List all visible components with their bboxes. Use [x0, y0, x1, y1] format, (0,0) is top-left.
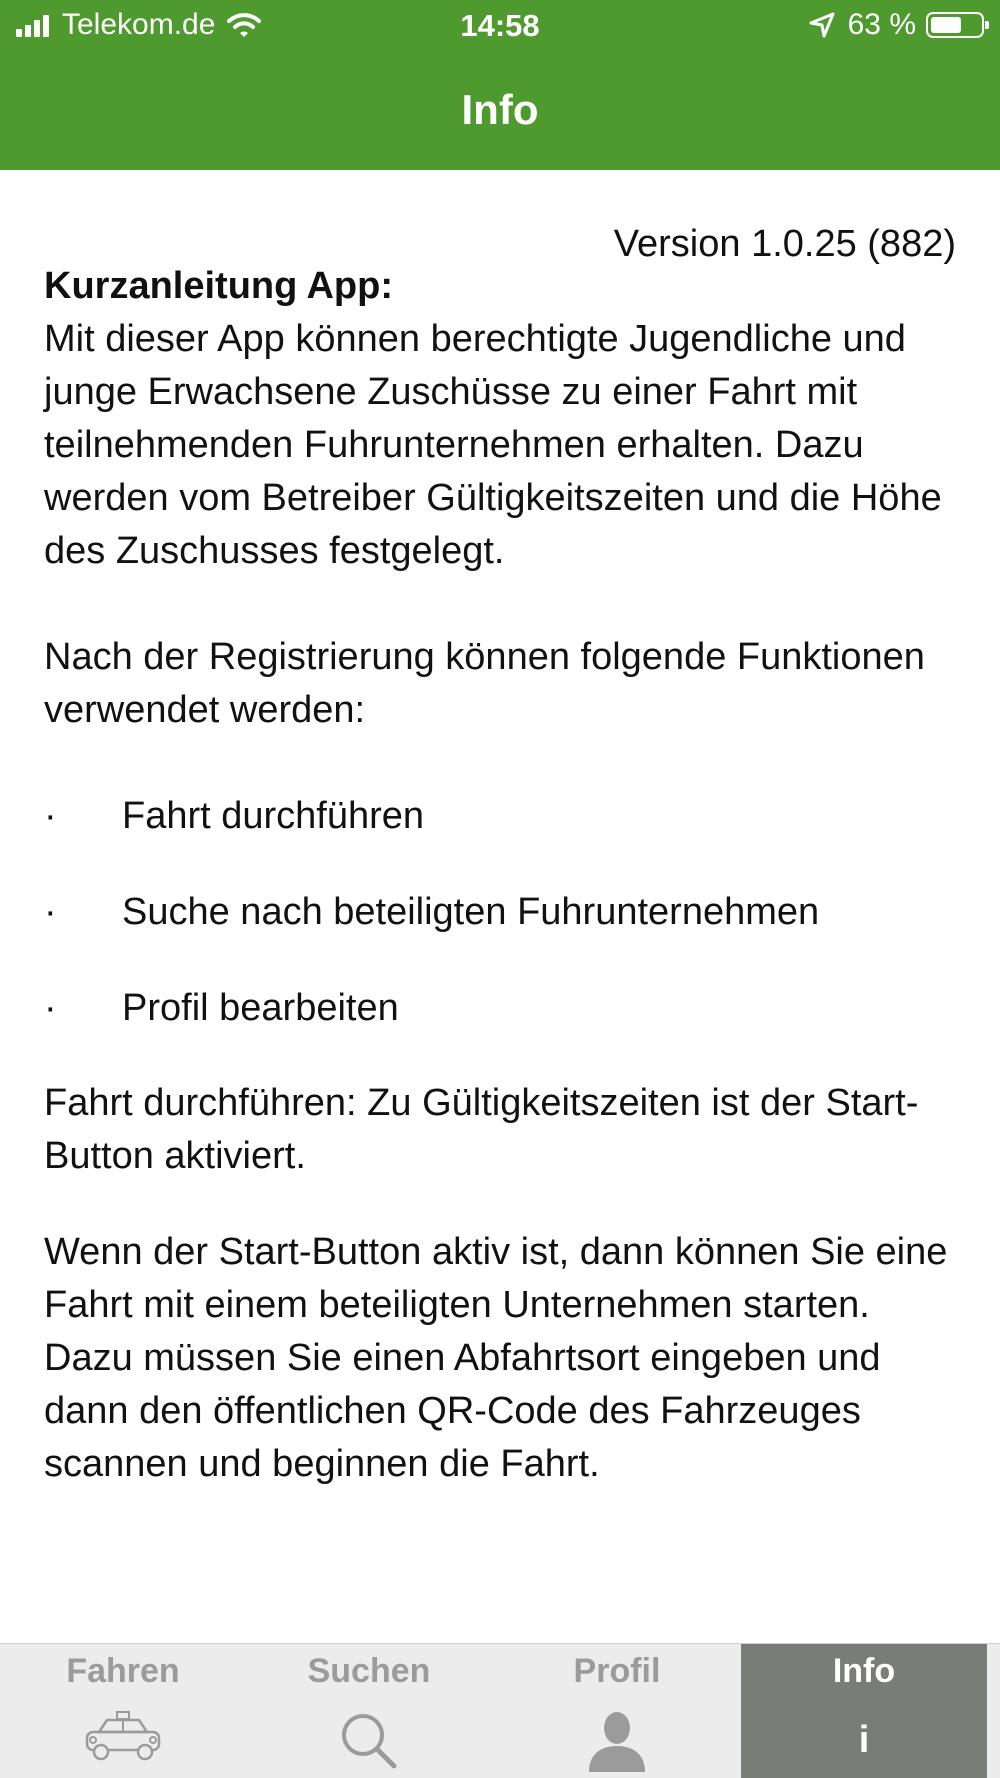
status-bar	[0, 0, 1000, 56]
taxi-icon	[0, 1710, 246, 1770]
tab-label: Fahren	[66, 1652, 180, 1690]
app-version: Version 1.0.25 (882)	[613, 223, 956, 265]
info-content[interactable]	[44, 170, 956, 1642]
bullet-marker: ·	[44, 795, 57, 837]
carrier-name: Telekom.de	[62, 8, 216, 41]
tab-label: Suchen	[307, 1652, 431, 1690]
tab-label: Profil	[573, 1652, 661, 1690]
battery-fill	[931, 17, 961, 33]
tab-fahren[interactable]	[0, 1644, 246, 1778]
page-title: Info	[461, 86, 539, 133]
status-right	[808, 8, 984, 42]
drive-paragraph: Fahrt durchführen: Zu Gültigkeitszeiten ist der Start-Button aktiviert.	[44, 1082, 919, 1177]
list-item-text: Suche nach beteiligten Fuhrunternehmen	[122, 891, 820, 933]
list-item-text: Profil bearbeiten	[122, 987, 399, 1029]
bullet-marker: ·	[44, 891, 57, 933]
tab-suchen[interactable]	[246, 1644, 492, 1778]
battery-percent: 63 %	[847, 8, 916, 41]
tab-profil[interactable]	[494, 1644, 740, 1778]
tab-info[interactable]	[741, 1644, 987, 1778]
location-arrow-icon	[808, 11, 836, 39]
start-button-paragraph: Wenn der Start-Button aktiv ist, dann können Sie eine Fahrt mit einem beteiligten Unternehmen starten. Dazu müssen Sie einen Abfahrtsort eingeben und dann den öffentlichen QR-Code des Fahrzeuges scannen und beginnen die Fahrt.	[44, 1231, 948, 1485]
info-icon: i	[858, 1719, 870, 1761]
functions-paragraph: Nach der Registrierung können folgende Funktionen verwendet werden:	[44, 636, 925, 731]
intro-paragraph: Mit dieser App können berechtigte Jugendliche und junge Erwachsene Zuschüsse zu einer Fahrt mit teilnehmenden Fuhrunternehmen erhalten. Dazu werden vom Betreiber Gültigkeitszeiten und die Höhe des Zuschusses festgelegt.	[44, 318, 942, 572]
battery-cap	[985, 21, 989, 29]
status-time: 14:58	[460, 8, 540, 43]
bullet-marker: ·	[44, 987, 57, 1029]
search-icon	[246, 1710, 492, 1770]
list-item-text: Fahrt durchführen	[122, 795, 425, 837]
tab-bar	[0, 1643, 1000, 1778]
section-heading: Kurzanleitung App:	[44, 265, 393, 307]
person-icon	[494, 1710, 740, 1770]
header	[0, 0, 1000, 170]
battery-icon	[926, 12, 984, 38]
tab-label: Info	[832, 1652, 896, 1690]
